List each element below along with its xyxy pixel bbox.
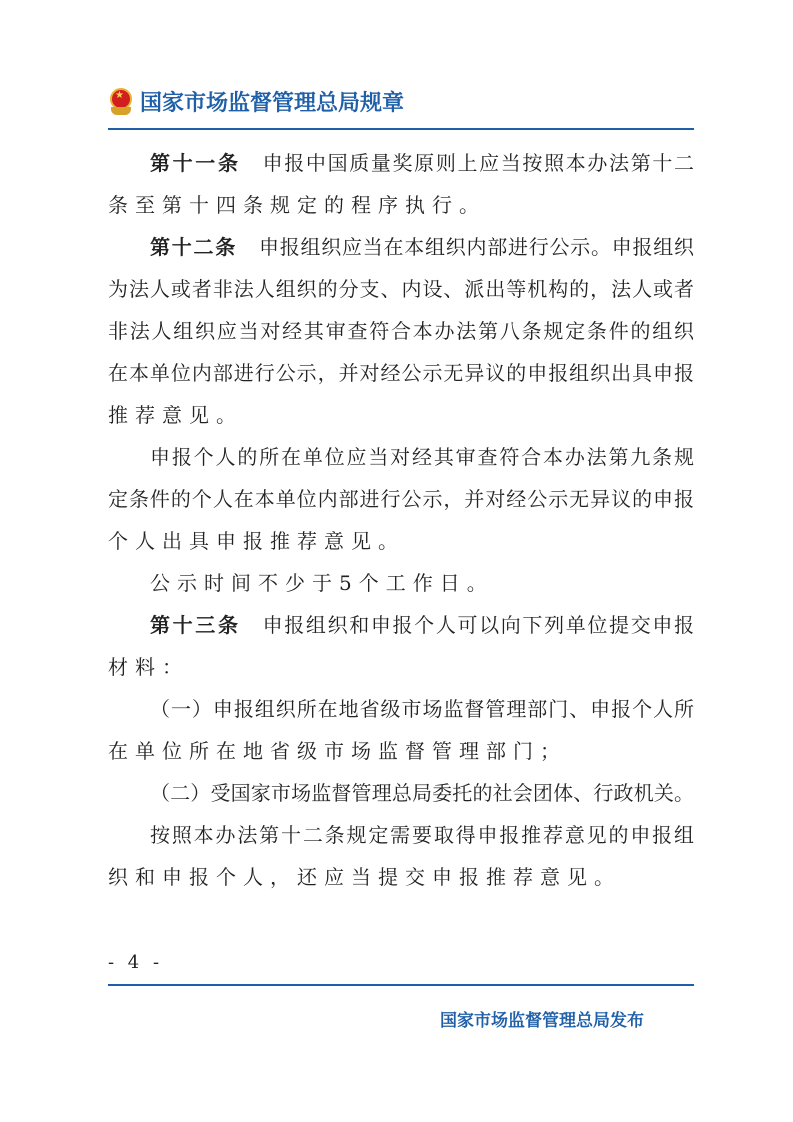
line-text: 非法人组织应当对经其审查符合本办法第八条规定条件的组织 [108, 319, 694, 343]
text-line [108, 604, 694, 646]
text-line [108, 310, 694, 352]
paragraph [108, 226, 694, 436]
document-body [108, 142, 694, 898]
line-text: 公示时间不少于5个工作日。 [150, 571, 494, 595]
header-divider [108, 128, 694, 130]
line-text: 定条件的个人在本单位内部进行公示，并对经公示无异议的申报 [108, 487, 694, 511]
line-text: 个人出具申报推荐意见。 [108, 529, 405, 553]
paragraph [108, 562, 694, 604]
paragraph [108, 604, 694, 688]
text-line [108, 856, 694, 898]
header-title: 国家市场监督管理总局规章 [140, 91, 405, 116]
line-text: 在单位所在地省级市场监督管理部门； [108, 739, 567, 763]
article-heading: 第十二条 [150, 235, 237, 259]
line-text: 织和申报个人，还应当提交申报推荐意见。 [108, 865, 621, 889]
text-line [108, 268, 694, 310]
paragraph [108, 688, 694, 772]
text-line [108, 520, 694, 562]
footer-divider [108, 984, 694, 986]
text-line [108, 772, 694, 814]
article-heading: 第十三条 [150, 613, 241, 637]
line-text: （一）申报组织所在地省级市场监督管理部门、申报个人所 [150, 697, 694, 721]
line-text: 在本单位内部进行公示，并对经公示无异议的申报组织出具申报 [108, 361, 694, 385]
text-line [108, 562, 694, 604]
line-text: 为法人或者非法人组织的分支、内设、派出等机构的，法人或者 [108, 277, 694, 301]
national-emblem-icon: ★ [108, 88, 134, 116]
line-text: 条至第十四条规定的程序执行。 [108, 193, 486, 217]
text-line [108, 226, 694, 268]
line-text: 申报个人的所在单位应当对经其审查符合本办法第九条规 [150, 445, 694, 469]
text-line [108, 142, 694, 184]
line-text: 材料： [108, 655, 189, 679]
text-line [108, 478, 694, 520]
line-text: 按照本办法第十二条规定需要取得申报推荐意见的申报组 [150, 823, 694, 847]
line-text: 申报组织和申报个人可以向下列单位提交申报 [262, 613, 695, 637]
footer-publisher: 国家市场监督管理总局发布 [440, 1011, 644, 1031]
text-line [108, 436, 694, 478]
paragraph [108, 772, 694, 814]
text-line [108, 352, 694, 394]
line-text: 申报中国质量奖原则上应当按照本办法第十二 [262, 151, 695, 175]
text-line [108, 688, 694, 730]
article-heading: 第十一条 [150, 151, 241, 175]
text-line [108, 394, 694, 436]
paragraph [108, 814, 694, 898]
text-line [108, 730, 694, 772]
line-text: （二）受国家市场监督管理总局委托的社会团体、行政机关。 [150, 781, 694, 805]
line-text: 申报组织应当在本组织内部进行公示。申报组织 [259, 235, 694, 259]
page-number: - 4 - [108, 952, 164, 973]
document-header [108, 86, 404, 117]
text-line [108, 646, 694, 688]
paragraph [108, 142, 694, 226]
paragraph [108, 436, 694, 562]
text-line [108, 814, 694, 856]
text-line [108, 184, 694, 226]
line-text: 推荐意见。 [108, 403, 243, 427]
